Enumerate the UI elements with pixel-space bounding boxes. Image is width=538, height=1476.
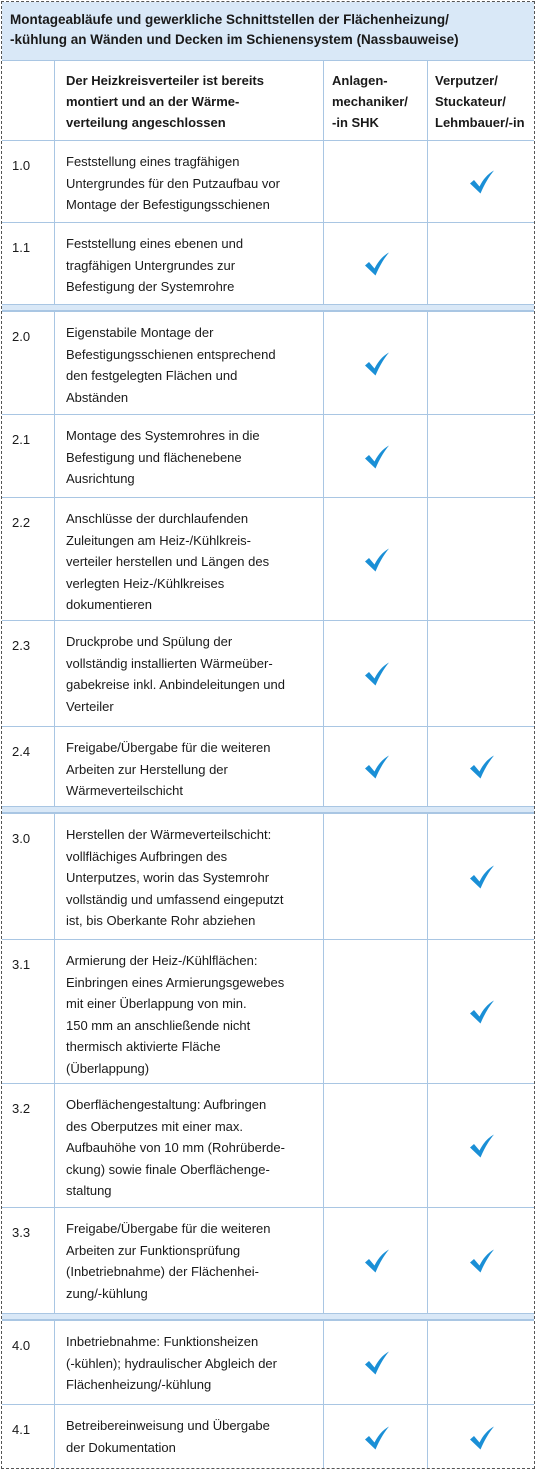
checkmark-icon bbox=[468, 1248, 496, 1274]
checkmark-icon bbox=[363, 754, 391, 780]
step-description bbox=[66, 1218, 321, 1304]
description-line: dokumentieren bbox=[66, 597, 152, 612]
title-line: -kühlung an Wänden und Decken im Schienensystem (Nassbauweise) bbox=[10, 32, 459, 47]
table-row bbox=[2, 311, 534, 414]
description-line: Montage des Systemrohres in die bbox=[66, 428, 260, 443]
description-line: mit einer Überlappung von min. bbox=[66, 996, 247, 1011]
step-number: 2.2 bbox=[12, 515, 31, 530]
description-line: vollflächiges Aufbringen des bbox=[66, 848, 228, 864]
table-row bbox=[2, 1320, 534, 1404]
step-number: 4.1 bbox=[12, 1422, 31, 1437]
step-number: 3.0 bbox=[12, 831, 31, 846]
header-col-putz: Verputzer/ Stuckateur/ Lehmbauer/-in bbox=[435, 73, 525, 130]
step-description bbox=[66, 1331, 321, 1396]
step-number: 2.3 bbox=[12, 638, 31, 653]
step-description bbox=[66, 1415, 321, 1458]
step-number: 2.1 bbox=[12, 432, 31, 447]
description-line: gabekreise inkl. Anbindeleitungen und bbox=[66, 677, 286, 692]
table-title bbox=[2, 2, 534, 60]
description-line: Verteiler bbox=[66, 698, 114, 714]
description-line: ckung) sowie finale Oberflächenge- bbox=[66, 1161, 270, 1177]
checkmark-icon bbox=[468, 864, 496, 890]
description-line: Unterputzes, worin das Systemrohr bbox=[66, 870, 270, 885]
description-line: vollständig installierten Wärmeüber- bbox=[66, 655, 273, 671]
title-line: Montageabläufe und gewerkliche Schnittstellen der Flächenheizung/ bbox=[10, 12, 449, 27]
header-description: Der Heizkreisverteiler ist bereits montiert und an der Wärme- verteilung angeschlossen bbox=[66, 73, 264, 130]
step-number: 2.4 bbox=[12, 744, 31, 759]
description-line: den festgelegten Flächen und bbox=[66, 368, 238, 383]
step-number: 3.1 bbox=[12, 957, 31, 972]
step-description bbox=[66, 1094, 321, 1202]
step-description bbox=[66, 425, 321, 490]
table-row bbox=[2, 939, 534, 1083]
description-line: Freigabe/Übergabe für die weiteren bbox=[66, 1221, 271, 1236]
table-row bbox=[2, 140, 534, 222]
table-row bbox=[2, 620, 534, 726]
step-description bbox=[66, 950, 321, 1079]
step-number: 1.0 bbox=[12, 158, 31, 173]
description-line: Flächenheizung/-kühlung bbox=[66, 1377, 212, 1392]
description-line: Ausrichtung bbox=[66, 471, 135, 486]
description-line: staltung bbox=[66, 1183, 112, 1198]
description-line: zung/-kühlung bbox=[66, 1285, 148, 1301]
description-line: Montage der Befestigungsschienen bbox=[66, 197, 270, 212]
description-line: Anschlüsse der durchlaufenden bbox=[66, 511, 249, 526]
description-line: Armierung der Heiz-/Kühlflächen: bbox=[66, 953, 258, 968]
checkmark-icon bbox=[363, 251, 391, 277]
checkmark-icon bbox=[468, 999, 496, 1025]
group-separator bbox=[2, 806, 534, 813]
table-row bbox=[2, 1404, 534, 1469]
description-line: Befestigungsschienen entsprechend bbox=[66, 346, 276, 362]
description-line: Untergrundes für den Putzaufbau vor bbox=[66, 175, 280, 191]
checkmark-icon bbox=[363, 1425, 391, 1451]
description-line: thermisch aktivierte Fläche bbox=[66, 1039, 221, 1054]
checkmark-icon bbox=[363, 661, 391, 687]
description-line: Wärmeverteilschicht bbox=[66, 783, 184, 798]
description-line: Freigabe/Übergabe für die weiteren bbox=[66, 740, 271, 755]
checkmark-icon bbox=[363, 547, 391, 573]
step-description bbox=[66, 151, 321, 216]
step-number: 4.0 bbox=[12, 1338, 31, 1353]
description-line: verteiler herstellen und Längen des bbox=[66, 554, 270, 569]
description-line: Befestigung und flächenebene bbox=[66, 449, 242, 465]
description-line: Feststellung eines ebenen und bbox=[66, 236, 244, 251]
step-description bbox=[66, 631, 321, 717]
description-line: des Oberputzes mit einer max. bbox=[66, 1118, 244, 1134]
description-line: verlegten Heiz-/Kühlkreises bbox=[66, 575, 225, 591]
group-separator bbox=[2, 304, 534, 311]
description-line: ist, bis Oberkante Rohr abziehen bbox=[66, 913, 256, 928]
step-description bbox=[66, 824, 321, 932]
checkmark-icon bbox=[363, 1248, 391, 1274]
description-line: vollständig und umfassend eingeputzt bbox=[66, 891, 284, 907]
description-line: Befestigung der Systemrohre bbox=[66, 279, 235, 294]
description-line: Aufbauhöhe von 10 mm (Rohrüberde- bbox=[66, 1140, 285, 1155]
step-number: 1.1 bbox=[12, 240, 31, 255]
description-line: Einbringen eines Armierungsgewebes bbox=[66, 974, 285, 990]
description-line: (Inbetriebnahme) der Flächenhei- bbox=[66, 1264, 259, 1279]
step-description bbox=[66, 737, 321, 802]
table-row bbox=[2, 813, 534, 939]
table-row bbox=[2, 497, 534, 620]
checkmark-icon bbox=[468, 169, 496, 195]
step-number: 2.0 bbox=[12, 329, 31, 344]
description-line: Oberflächengestaltung: Aufbringen bbox=[66, 1097, 267, 1112]
step-number: 3.2 bbox=[12, 1101, 31, 1116]
checkmark-icon bbox=[468, 754, 496, 780]
checkmark-icon bbox=[363, 1350, 391, 1376]
description-line: Herstellen der Wärmeverteilschicht: bbox=[66, 827, 272, 842]
description-line: Betreibereinweisung und Übergabe bbox=[66, 1418, 270, 1433]
description-line: der Dokumentation bbox=[66, 1439, 176, 1455]
table-row bbox=[2, 222, 534, 304]
table-row bbox=[2, 726, 534, 806]
description-line: (-kühlen); hydraulischer Abgleich der bbox=[66, 1355, 277, 1371]
checkmark-icon bbox=[363, 351, 391, 377]
header-col-shk: Anlagen- mechaniker/ -in SHK bbox=[332, 73, 408, 130]
checkmark-icon bbox=[468, 1133, 496, 1159]
table-row bbox=[2, 1083, 534, 1207]
description-line: Zuleitungen am Heiz-/Kühlkreis- bbox=[66, 532, 251, 548]
description-line: (Überlappung) bbox=[66, 1060, 150, 1076]
description-line: Feststellung eines tragfähigen bbox=[66, 154, 240, 169]
description-line: 150 mm an anschließende nicht bbox=[66, 1017, 251, 1033]
checkmark-icon bbox=[468, 1425, 496, 1451]
step-description bbox=[66, 233, 321, 298]
description-line: tragfähigen Untergrundes zur bbox=[66, 257, 236, 273]
description-line: Arbeiten zur Herstellung der bbox=[66, 761, 228, 777]
description-line: Inbetriebnahme: Funktionsheizen bbox=[66, 1334, 259, 1349]
table-row bbox=[2, 1207, 534, 1313]
table-row bbox=[2, 414, 534, 497]
group-separator bbox=[2, 1313, 534, 1320]
description-line: Arbeiten zur Funktionsprüfung bbox=[66, 1242, 241, 1258]
description-line: Druckprobe und Spülung der bbox=[66, 634, 233, 649]
header-row bbox=[2, 60, 534, 140]
step-description bbox=[66, 508, 321, 616]
step-description bbox=[66, 322, 321, 408]
description-line: Eigenstabile Montage der bbox=[66, 325, 214, 340]
description-line: Abständen bbox=[66, 389, 129, 405]
checkmark-icon bbox=[363, 444, 391, 470]
step-number: 3.3 bbox=[12, 1225, 31, 1240]
